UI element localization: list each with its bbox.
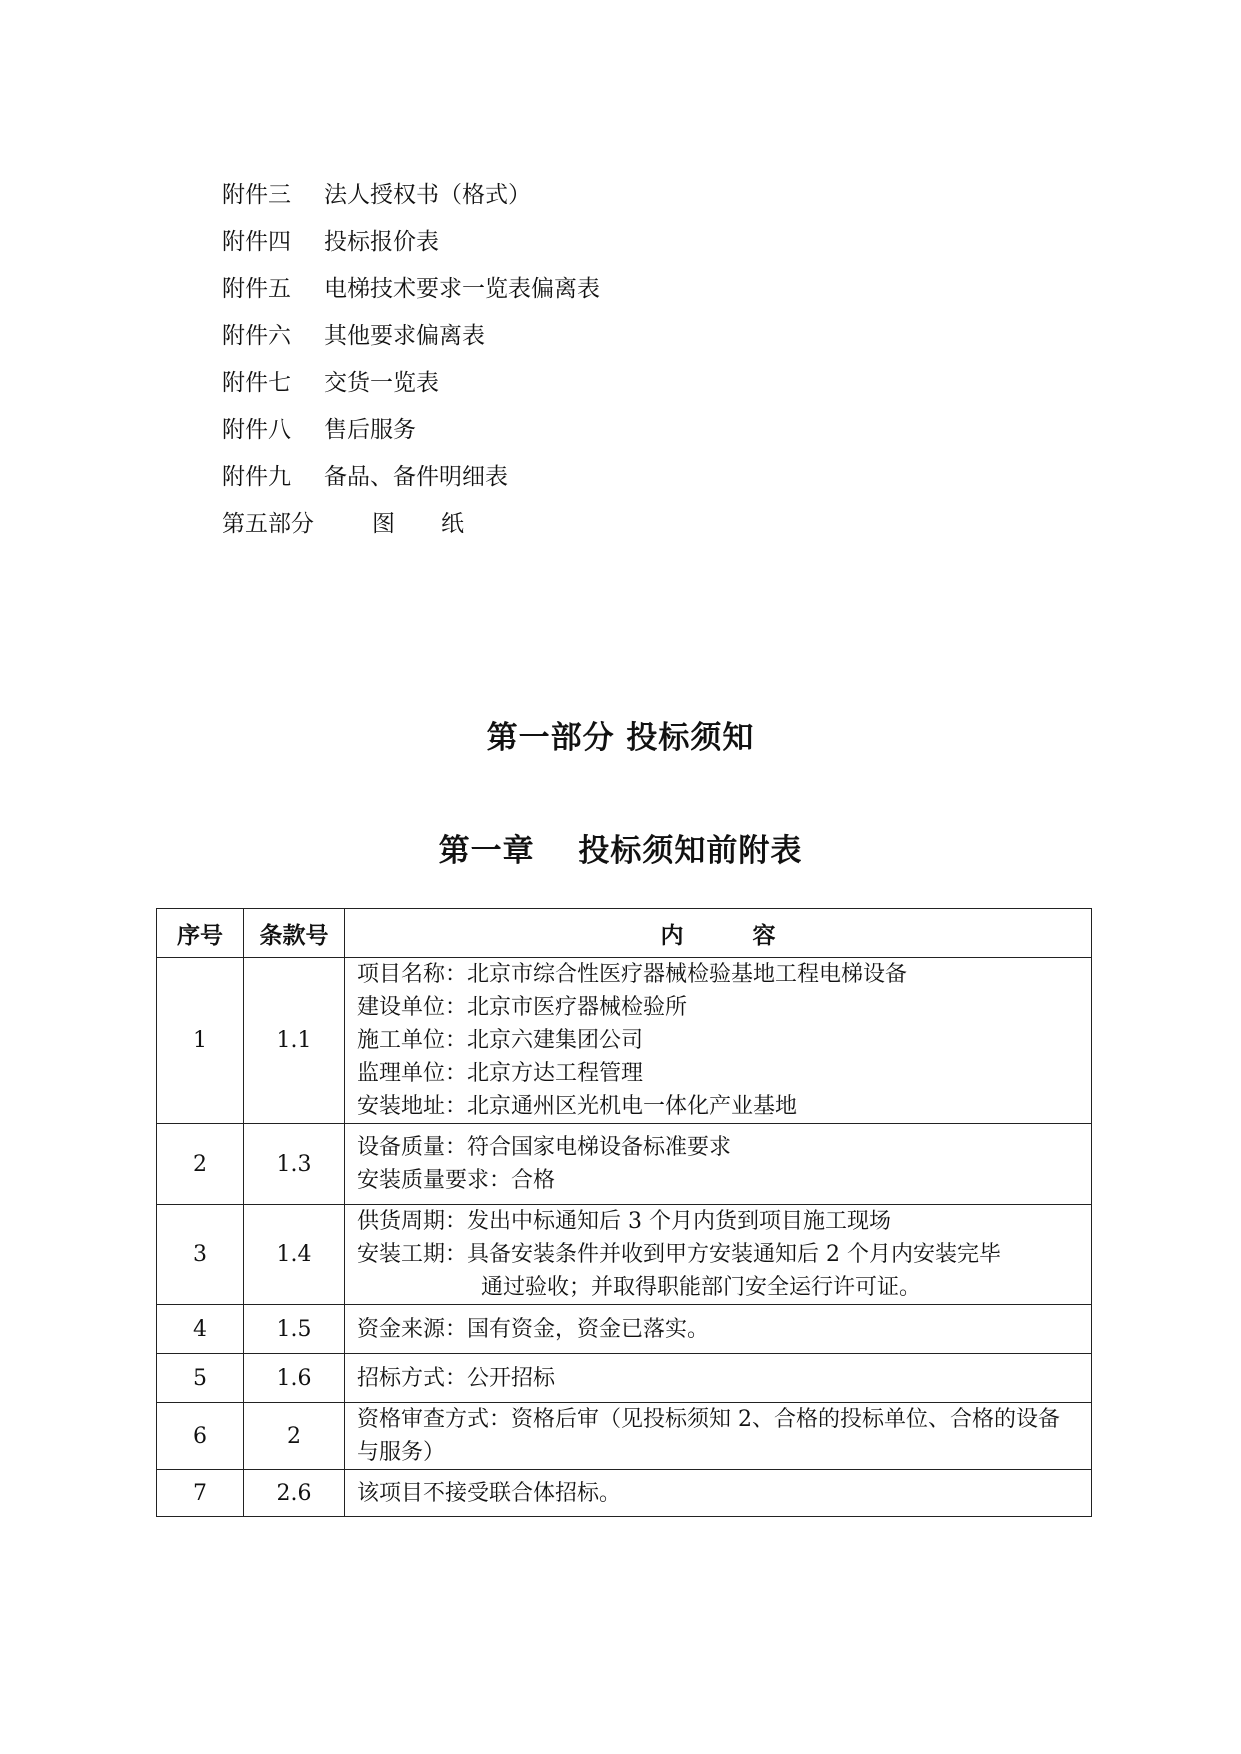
header-clause: 条款号 [244, 909, 345, 958]
content-line: 监理单位：北京方达工程管理 [357, 1061, 644, 1086]
toc-item-number: 附件七 [222, 370, 291, 396]
toc-item-number: 附件六 [222, 323, 291, 349]
toc-item-number: 附件九 [222, 464, 291, 490]
toc-part-title: 图 纸 [372, 511, 464, 537]
table-row [157, 1470, 1092, 1517]
content-line: 安装工期：具备安装条件并收到甲方安装通知后 2 个月内安装完毕 [357, 1242, 1001, 1267]
toc-item [222, 266, 600, 313]
table-row [157, 1305, 1092, 1354]
content-line: 安装质量要求：合格 [357, 1168, 556, 1193]
row-clause: 1.3 [244, 1124, 345, 1205]
toc-item [222, 219, 600, 266]
toc-item-number: 附件五 [222, 276, 291, 302]
content-line: 资金来源：国有资金，资金已落实。 [357, 1316, 710, 1342]
toc-item-title: 其他要求偏离表 [324, 323, 485, 349]
row-content [345, 958, 1092, 1124]
row-content [345, 1205, 1092, 1305]
toc-item [222, 454, 600, 501]
toc-item-title: 交货一览表 [324, 370, 439, 396]
bid-instructions-table [156, 908, 1092, 1517]
toc-item-number: 附件八 [222, 417, 291, 443]
toc-item [222, 313, 600, 360]
row-clause: 2.6 [244, 1470, 345, 1517]
row-content [345, 1354, 1092, 1403]
table-row [157, 1403, 1092, 1470]
row-serial: 6 [157, 1403, 244, 1470]
content-line: 建设单位：北京市医疗器械检验所 [357, 995, 688, 1020]
row-clause: 1.6 [244, 1354, 345, 1403]
attachment-list [222, 172, 600, 548]
row-clause: 2 [244, 1403, 345, 1470]
row-serial: 1 [157, 958, 244, 1124]
toc-item-title: 法人授权书（格式） [324, 182, 531, 208]
toc-item-title: 电梯技术要求一览表偏离表 [324, 276, 600, 302]
toc-item-title: 备品、备件明细表 [324, 464, 508, 490]
content-line: 通过验收；并取得职能部门安全运行许可证。 [481, 1275, 922, 1300]
row-content [345, 1305, 1092, 1354]
row-content [345, 1470, 1092, 1517]
toc-item-title: 售后服务 [324, 417, 416, 443]
chapter-title: 第一章 投标须知前附表 [438, 833, 803, 869]
row-clause: 1.4 [244, 1205, 345, 1305]
toc-part-item [222, 501, 600, 548]
row-serial: 5 [157, 1354, 244, 1403]
content-line: 设备质量：符合国家电梯设备标准要求 [357, 1135, 732, 1160]
row-serial: 4 [157, 1305, 244, 1354]
row-clause: 1.5 [244, 1305, 345, 1354]
content-line: 供货周期：发出中标通知后 3 个月内货到项目施工现场 [357, 1209, 891, 1234]
toc-part-number: 第五部分 [222, 511, 314, 537]
table-row [157, 1354, 1092, 1403]
toc-item [222, 360, 600, 407]
content-line: 项目名称：北京市综合性医疗器械检验基地工程电梯设备 [357, 962, 908, 987]
toc-item-number: 附件三 [222, 182, 291, 208]
header-serial: 序号 [157, 909, 244, 958]
part-title: 第一部分 投标须知 [486, 720, 755, 756]
toc-item [222, 172, 600, 219]
content-line: 招标方式：公开招标 [357, 1365, 556, 1391]
row-content [345, 1403, 1092, 1470]
table-row [157, 1124, 1092, 1205]
row-serial: 2 [157, 1124, 244, 1205]
toc-item-title: 投标报价表 [324, 229, 439, 255]
row-serial: 7 [157, 1470, 244, 1517]
content-line: 安装地址：北京通州区光机电一体化产业基地 [357, 1094, 798, 1119]
table-row [157, 958, 1092, 1124]
row-clause: 1.1 [244, 958, 345, 1124]
toc-item [222, 407, 600, 454]
header-content: 内 容 [345, 909, 1092, 958]
content-line: 该项目不接受联合体招标。 [357, 1480, 622, 1506]
row-content [345, 1124, 1092, 1205]
table-header-row [157, 909, 1092, 958]
toc-item-number: 附件四 [222, 229, 291, 255]
content-line: 施工单位：北京六建集团公司 [357, 1028, 644, 1053]
table-row [157, 1205, 1092, 1305]
content-line: 资格审查方式：资格后审（见投标须知 2、合格的投标单位、合格的设备与服务） [357, 1407, 1060, 1465]
row-serial: 3 [157, 1205, 244, 1305]
